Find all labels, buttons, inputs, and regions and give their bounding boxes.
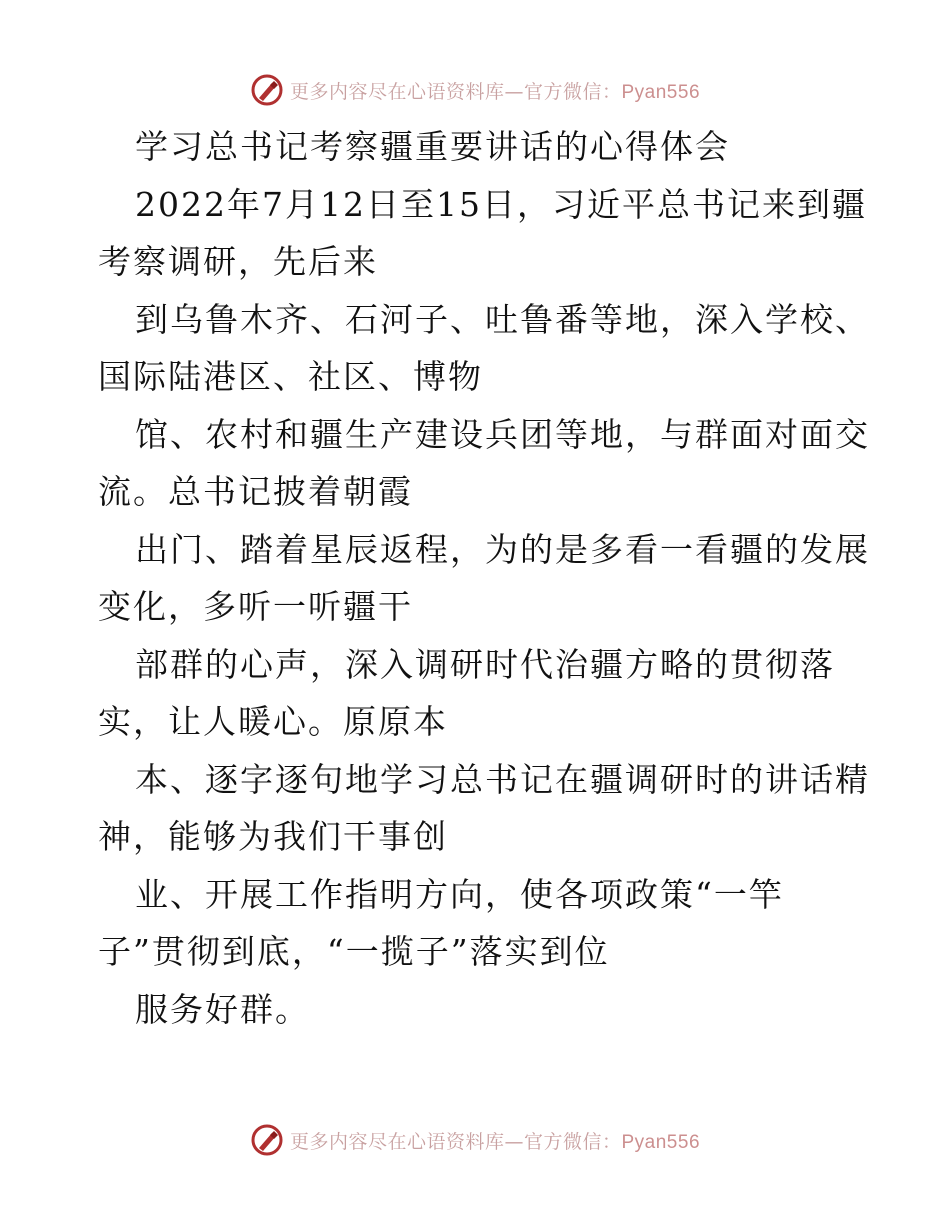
document-body <box>98 118 870 1038</box>
paragraph-line: 馆、农村和疆生产建设兵团等地，与群面对面交 <box>135 414 870 454</box>
watermark-wechat-id: Pyan556 <box>621 81 701 103</box>
watermark-label: 官方微信： <box>523 80 622 103</box>
watermark-separator: — <box>504 1130 524 1153</box>
paragraph-line: 流。总书记披着朝霞 <box>98 472 413 511</box>
paragraph-line: 到乌鲁木齐、石河子、吐鲁番等地，深入学校、 <box>135 299 870 339</box>
watermark-label: 官方微信： <box>523 1130 622 1153</box>
paragraph-line: 本、逐字逐句地学习总书记在疆调研时的讲话精 <box>135 759 870 799</box>
watermark-cn-text: 更多内容尽在心语资料库 <box>289 80 505 103</box>
paragraph-line: 神，能够为我们干事创 <box>98 817 448 856</box>
paragraph-line: 部群的心声，深入调研时代治疆方略的贯彻落 <box>135 644 835 684</box>
paragraph-line: 业、开展工作指明方向，使各项政策“一竿 <box>135 874 784 914</box>
pen-logo-icon <box>250 1123 284 1157</box>
watermark-wechat-id: Pyan556 <box>621 1131 701 1153</box>
paragraph-line: 变化，多听一听疆干 <box>98 587 413 626</box>
watermark-text <box>290 77 700 104</box>
paragraph-line: 实，让人暖心。原原本 <box>98 702 448 741</box>
paragraph-line: 出门、踏着星辰返程，为的是多看一看疆的发展 <box>135 529 870 569</box>
header-watermark <box>0 70 950 110</box>
paragraph-line: 2022年7月12日至15日，习近平总书记来到疆 <box>135 184 867 224</box>
watermark-text <box>290 1127 700 1154</box>
footer-watermark <box>0 1120 950 1160</box>
document-title: 学习总书记考察疆重要讲话的心得体会 <box>135 127 730 166</box>
paragraph-line: 考察调研，先后来 <box>98 242 378 281</box>
watermark-separator: — <box>504 80 524 103</box>
watermark-cn-text: 更多内容尽在心语资料库 <box>289 1130 505 1153</box>
paragraph-line: 子”贯彻到底，“一揽子”落实到位 <box>98 932 610 971</box>
paragraph-line: 国际陆港区、社区、博物 <box>98 357 483 396</box>
pen-logo-icon <box>250 73 284 107</box>
paragraph-line: 服务好群。 <box>135 989 310 1029</box>
